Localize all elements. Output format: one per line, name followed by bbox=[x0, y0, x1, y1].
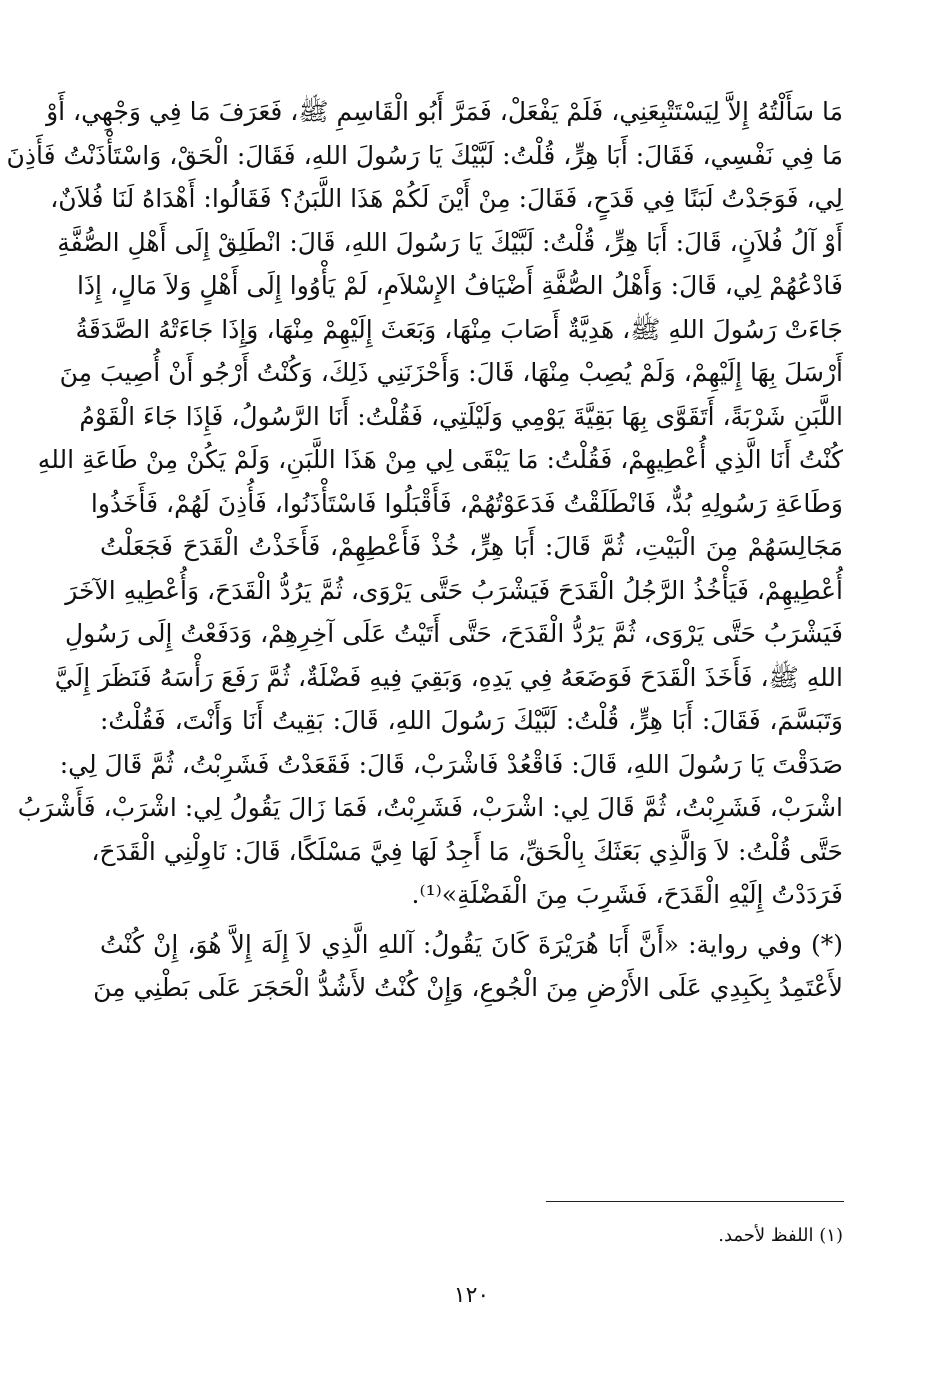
text-line: أُعْطِيهِمْ، فَيَأْخُذُ الرَّجُلُ الْقَدَحَ فَيَشْرَبُ حَتَّى يَرْوَى، ثُمَّ يَرُدُّ الْقَدَحَ، وَأُعْطِيهِ الآخَرَ bbox=[65, 575, 843, 605]
text-line: فَيَشْرَبُ حَتَّى يَرْوَى، ثُمَّ يَرُدُّ الْقَدَحَ، حَتَّى أَتَيْتُ عَلَى آخِرِهِمْ، وَدَفَعْتُ إِلَى رَسُولِ bbox=[64, 619, 843, 648]
text-line: حَتَّى قُلْتُ: لاَ وَالَّذِي بَعَثَكَ بِالْحَقِّ، مَا أَجِدُ لَهَا فِيَّ مَسْلَكًا، قَالَ: نَاوِلْنِي الْقَدَحَ، bbox=[91, 836, 843, 866]
text-line: جَاءَتْ رَسُولَ اللهِ ﷺ، هَدِيَّةٌ أَصَابَ مِنْهَا، وَبَعَثَ إِلَيْهِمْ مِنْهَا، وَإِذَا جَاءَتْهُ الصَّدَقَةُ bbox=[75, 314, 843, 344]
text-line: فَرَدَدْتُ إِلَيْهِ الْقَدَحَ، فَشَرِبَ مِنَ الْفَضْلَةِ»⁽¹⁾. bbox=[411, 880, 843, 909]
text-line: مَجَالِسَهُمْ مِنَ الْبَيْتِ، ثُمَّ قَالَ: أَبَا هِرٍّ، خُذْ فَأَعْطِهِمْ، فَأَخَذْتُ الْقَدَحَ فَجَعَلْتُ bbox=[100, 532, 843, 561]
text-line: اللهِ ﷺ، فَأَخَذَ الْقَدَحَ فَوَضَعَهُ فِي يَدِهِ، وَبَقِيَ فِيهِ فَضْلَةٌ، ثُمَّ رَفَعَ رَأْسَهُ فَنَظَرَ إِلَيَّ bbox=[54, 662, 843, 692]
text-line: اشْرَبْ، فَشَرِبْتُ، ثُمَّ قَالَ لِي: اشْرَبْ، فَشَرِبْتُ، فَمَا زَالَ يَقُولُ لِي: اشْرَبْ، فَأَشْرَبُ bbox=[17, 793, 843, 822]
text-line: أَوْ آلُ فُلاَنٍ، قَالَ: أَبَا هِرٍّ، قُلْتُ: لَبَّيْكَ يَا رَسُولَ اللهِ، قَالَ: انْطَلِقْ إِلَى أَهْلِ الصُّفَّةِ bbox=[57, 227, 843, 257]
text-line: أَرْسَلَ بِهَا إِلَيْهِمْ، وَلَمْ يُصِبْ مِنْهَا، قَالَ: وَأَحْزَنَنِي ذَلِكَ، وَكُنْتُ أَرْجُو أَنْ أُصِيبَ مِنَ bbox=[59, 358, 843, 387]
footnote: (١) اللفظ لأحمد. bbox=[718, 1225, 843, 1246]
text-line: فَادْعُهُمْ لِي، قَالَ: وَأَهْلُ الصُّفَّةِ أَضْيَافُ الإِسْلاَمِ، لَمْ يَأْوُوا إِلَى أَهْلٍ وَلاَ مَالٍ، إِذَا bbox=[76, 271, 843, 300]
text-line: مَا سَأَلْتُهُ إِلاَّ لِيَسْتَتْبِعَنِي، فَلَمْ يَفْعَلْ، فَمَرَّ أَبُو الْقَاسِمِ ﷺ، فَعَرَفَ مَا فِي وَجْهِي، أَوْ bbox=[46, 97, 843, 126]
text-line: (*) وفي رواية: «أَنَّ أَبَا هُرَيْرَةَ كَانَ يَقُولُ: آللهِ الَّذِي لاَ إِلَهَ إِلاَّ هُوَ، إِنْ كُنْتُ bbox=[100, 929, 843, 959]
text-line: لأَعْتَمِدُ بِكَبِدِي عَلَى الأَرْضِ مِنَ الْجُوعِ، وَإِنْ كُنْتُ لأَشُدُّ الْحَجَرَ عَلَى بَطْنِي مِنَ bbox=[93, 973, 843, 1002]
main-text bbox=[6, 90, 843, 1010]
text-line: صَدَقْتَ يَا رَسُولَ اللهِ، قَالَ: فَاقْعُدْ فَاشْرَبْ، قَالَ: فَقَعَدْتُ فَشَرِبْتُ، ثُمَّ قَالَ لِي: bbox=[59, 749, 843, 779]
text-line: وَتَبَسَّمَ، فَقَالَ: أَبَا هِرٍّ، قُلْتُ: لَبَّيْكَ رَسُولَ اللهِ، قَالَ: بَقِيتُ أَنَا وَأَنْتَ، فَقُلْتُ: bbox=[100, 706, 843, 735]
text-line: لِي، فَوَجَدْتُ لَبَنًا فِي قَدَحٍ، فَقَالَ: مِنْ أَيْنَ لَكُمْ هَذَا اللَّبَنُ؟ فَقَالُوا: أَهْدَاهُ لَنَا فُلاَنٌ، bbox=[50, 184, 843, 213]
text-line: اللَّبَنِ شَرْبَةً، أَتَقَوَّى بِهَا بَقِيَّةَ يَوْمِي وَلَيْلَتِي، فَقُلْتُ: أَنَا الرَّسُولُ، فَإِذَا جَاءَ الْقَوْمُ bbox=[79, 401, 843, 431]
text-line: كُنْتُ أَنَا الَّذِي أُعْطِيهِمْ، فَقُلْتُ: مَا يَبْقَى لِي مِنْ هَذَا اللَّبَنِ، وَلَمْ يَكُنْ مِنْ طَاعَةِ اللهِ bbox=[37, 445, 843, 474]
page-number: ١٢٠ bbox=[453, 1283, 490, 1308]
footnote-separator bbox=[546, 1201, 844, 1202]
text-line: وَطَاعَةِ رَسُولِهِ بُدٌّ، فَانْطَلَقْتُ فَدَعَوْتُهُمْ، فَأَقْبَلُوا فَاسْتَأْذَنُوا، فَأُذِنَ لَهُمْ، فَأَخَذُوا bbox=[90, 488, 843, 518]
text-line: مَا فِي نَفْسِي، فَقَالَ: أَبَا هِرٍّ، قُلْتُ: لَبَّيْكَ يَا رَسُولَ اللهِ، فَقَالَ: الْحَقْ، وَاسْتَأْذَنْتُ فَأَذِنَ bbox=[6, 140, 843, 170]
